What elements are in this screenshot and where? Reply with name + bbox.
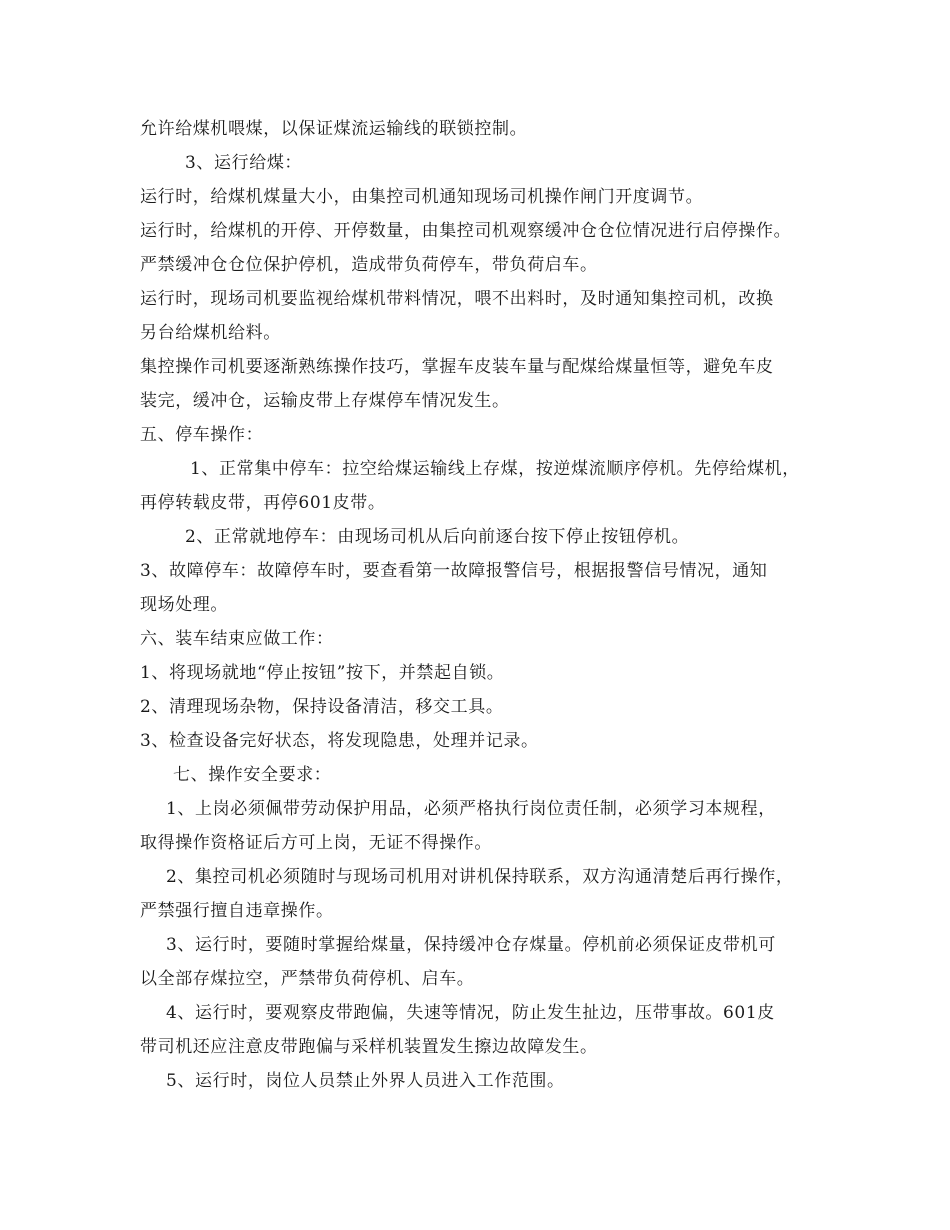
- text-line: 带司机还应注意皮带跑偏与采样机装置发生擦边故障发生。: [140, 1037, 598, 1057]
- text-line: 现场处理。: [140, 595, 228, 615]
- section-heading: 3、运行给煤：: [185, 153, 303, 173]
- section-heading: 七、操作安全要求：: [173, 765, 332, 785]
- section-heading: 六、装车结束应做工作：: [140, 629, 334, 649]
- text-line: 严禁强行擅自违章操作。: [140, 901, 334, 921]
- text-line: 另台给煤机给料。: [140, 323, 281, 343]
- text-line: 2、清理现场杂物，保持设备清洁，移交工具。: [140, 697, 504, 717]
- text-line: 装完，缓冲仓，运输皮带上存煤停车情况发生。: [140, 391, 510, 411]
- text-line: 严禁缓冲仓仓位保护停机，造成带负荷停车，带负荷启车。: [140, 255, 598, 275]
- text-line: 2、正常就地停车：由现场司机从后向前逐台按下停止按钮停机。: [185, 527, 690, 547]
- text-line: 允许给煤机喂煤，以保证煤流运输线的联锁控制。: [140, 119, 528, 139]
- text-line: 3、故障停车：故障停车时，要查看第一故障报警信号，根据报警信号情况，通知: [140, 561, 768, 581]
- text-line: 1、正常集中停车：拉空给煤运输线上存煤，按逆煤流顺序停机。先停给煤机，: [190, 459, 800, 479]
- text-line: 运行时，给煤机的开停、开停数量，由集控司机观察缓冲仓仓位情况进行启停操作。: [140, 221, 792, 241]
- section-heading: 五、停车操作：: [140, 425, 264, 445]
- text-line: 运行时，现场司机要监视给煤机带料情况，喂不出料时，及时通知集控司机，改换: [140, 289, 774, 309]
- text-line: 取得操作资格证后方可上岗，无证不得操作。: [140, 833, 492, 853]
- text-line: 以全部存煤拉空，严禁带负荷停机、启车。: [140, 969, 475, 989]
- text-line: 3、运行时，要随时掌握给煤量，保持缓冲仓存煤量。停机前必须保证皮带机可: [166, 935, 776, 955]
- text-line: 4、运行时，要观察皮带跑偏，失速等情况，防止发生扯边，压带事故。601皮: [166, 1003, 775, 1023]
- text-line: 3、检查设备完好状态，将发现隐患，处理并记录。: [140, 731, 539, 751]
- text-line: 1、上岗必须佩带劳动保护用品，必须严格执行岗位责任制，必须学习本规程，: [166, 799, 776, 819]
- text-line: 5、运行时，岗位人员禁止外界人员进入工作范围。: [166, 1071, 565, 1091]
- text-line: 集控操作司机要逐渐熟练操作技巧，掌握车皮装车量与配煤给煤量恒等，避免车皮: [140, 357, 774, 377]
- text-line: 1、将现场就地“停止按钮”按下，并禁起自锁。: [140, 663, 505, 683]
- text-line: 再停转载皮带，再停601皮带。: [140, 493, 386, 513]
- text-line: 2、集控司机必须随时与现场司机用对讲机保持联系，双方沟通清楚后再行操作，: [166, 867, 794, 887]
- text-line: 运行时，给煤机煤量大小，由集控司机通知现场司机操作闸门开度调节。: [140, 187, 704, 207]
